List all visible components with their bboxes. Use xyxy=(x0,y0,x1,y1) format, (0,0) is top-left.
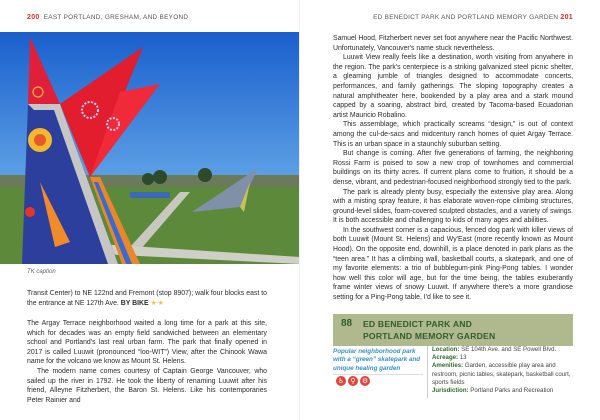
page-number-left: 200 xyxy=(27,14,40,21)
jurisdiction-label: Jurisdiction: xyxy=(432,387,469,395)
amenities-value: Garden, accessible play area and restroom, picnic tables, skatepark, basketball court, sports fields xyxy=(432,362,571,386)
park-title-line1: ED BENEDICT PARK AND xyxy=(363,319,473,329)
paragraph: But change is coming. After five generations of farming, the neighboring Rossi Farm is poised to sow a new crop of townhomes and commercial buildings on its thirty acres. If current plans come to fruition, it should be a dense, vibrant, and pedestrian-focused neighborhood strongly tied to the park. xyxy=(333,150,573,186)
sculpture-photo-illustration xyxy=(0,32,300,264)
park-title xyxy=(363,318,495,342)
directions-paragraph xyxy=(27,289,267,308)
park-entry-header xyxy=(333,314,573,346)
left-body-text xyxy=(27,319,267,405)
right-page xyxy=(300,0,600,420)
park-title-line2: PORTLAND MEMORY GARDEN xyxy=(363,331,496,341)
acreage-label: Acreage: xyxy=(432,354,459,362)
park-info xyxy=(432,346,572,395)
running-head-right xyxy=(373,14,573,21)
park-tagline: Popular neighborhood park with a “green” skatepark and unique healing garden xyxy=(333,348,421,372)
amenity-icons xyxy=(336,376,370,386)
park-photo xyxy=(0,32,300,264)
location-label: Location: xyxy=(432,346,460,353)
page-number-right: 201 xyxy=(560,14,573,21)
paragraph: Samuel Hood, Fitzherbert never set foot anywhere near the Pacific Northwest. Unfortunately, Vancouver's name stuck nevertheless. xyxy=(333,35,573,52)
running-head-left-title: EAST PORTLAND, GRESHAM, AND BEYOND xyxy=(43,14,189,21)
amenities-row xyxy=(432,362,572,387)
wheelchair-accessible-icon: ♿ xyxy=(337,377,345,385)
acreage-value: 13 xyxy=(459,354,467,362)
paragraph: Luuwit View really feels like a destination, worth visiting from anywhere in the region. The park's centerpiece is a striking galvanized steel picnic shelter, a gleaming jumble of triangles designed to accommodate concerts, performances, and family gatherings. The sloping topography creates a natural amphitheater here, bookended by a play area and a stark mound capped by a soaring, abstract bird, created by Tacoma-based Ecuadorian artist Mauricio Robalino. xyxy=(333,54,573,119)
paragraph: The park is already plenty busy, especially the extensive play area. Along with a misting spray feature, it has elaborate woven-rope climbing structures, ground-level slides, foam-covered sculpted obstacles, and a variety of swings. It is both accessible and challenging to kids of many ages and abilities. xyxy=(333,188,573,225)
tagline-divider xyxy=(333,374,423,375)
park-number: 88 xyxy=(341,318,353,329)
jurisdiction-value: Portland Parks and Recreation xyxy=(470,387,554,395)
restroom-icon: ⚲ xyxy=(348,376,358,386)
jurisdiction-row xyxy=(432,387,572,395)
paragraph: In the southwest corner is a capacious, fenced dog park with killer views of both Luuwit (Mount St. Helens) and Wy'East (more recently known as Mount Hood). On the opposite end, downhill, is a place denoted in park plans as the “teen area.” It has a climbing wall, basketball courts, a skatepark, and one of my favorite elements: a trio of bubblegum-pink Ping-Pong tables. I wonder how well this color will age, but for the time being, the tables exuberantly frame winter views of snowy Luuwit. If anywhere there's a more grandiose setting for a Ping-Pong table, I'd like to see it. xyxy=(333,226,573,302)
running-head-left xyxy=(27,14,188,21)
play-area-icon: ⚙ xyxy=(361,377,369,385)
paragraph: The modern name comes courtesy of Captain George Vancouver, who sailed up the river in 1792. He took the liberty of renaming Luuwit after his friend, Alleyne Fitzherbert, the Baron St. Helens. Like his contemporaries Peter Rainier and xyxy=(27,367,267,404)
by-bike-rating-stars: ★★ xyxy=(150,299,165,307)
running-head-right-title: ED BENEDICT PARK AND PORTLAND MEMORY GARDEN xyxy=(373,14,559,21)
location-value: SE 104th Ave. and SE Powell Blvd. xyxy=(461,346,557,353)
location-row xyxy=(432,346,572,354)
right-body-text xyxy=(333,34,573,303)
info-divider xyxy=(427,346,428,398)
directions-text: Transit Center) to NE 122nd and Fremont (stop 8907); walk four blocks east to the entrance at NE 127th Ave. xyxy=(27,290,267,307)
paragraph: The Argay Terrace neighborhood waited a long time for a park at this site, which for decades was an empty field sandwiched between an elementary school and Portland's last real urban farm. The park that finally opened in 2017 is called Luuwit (pronounced “loo-WIT”) View, after the Chinook Wawa name for the volcano we know as Mount St. Helens. xyxy=(27,320,267,366)
acreage-row xyxy=(432,354,572,362)
paragraph: This assemblage, which practically screams “design,” is out of context among the cul-de-sacs and midcentury ranch homes of quiet Argay Terrace. This is an urban space in a staunchly suburban setting. xyxy=(333,121,573,148)
photo-caption: TK caption xyxy=(27,269,56,275)
by-bike-label: BY BIKE xyxy=(120,299,149,307)
amenities-label: Amenities: xyxy=(432,362,464,370)
